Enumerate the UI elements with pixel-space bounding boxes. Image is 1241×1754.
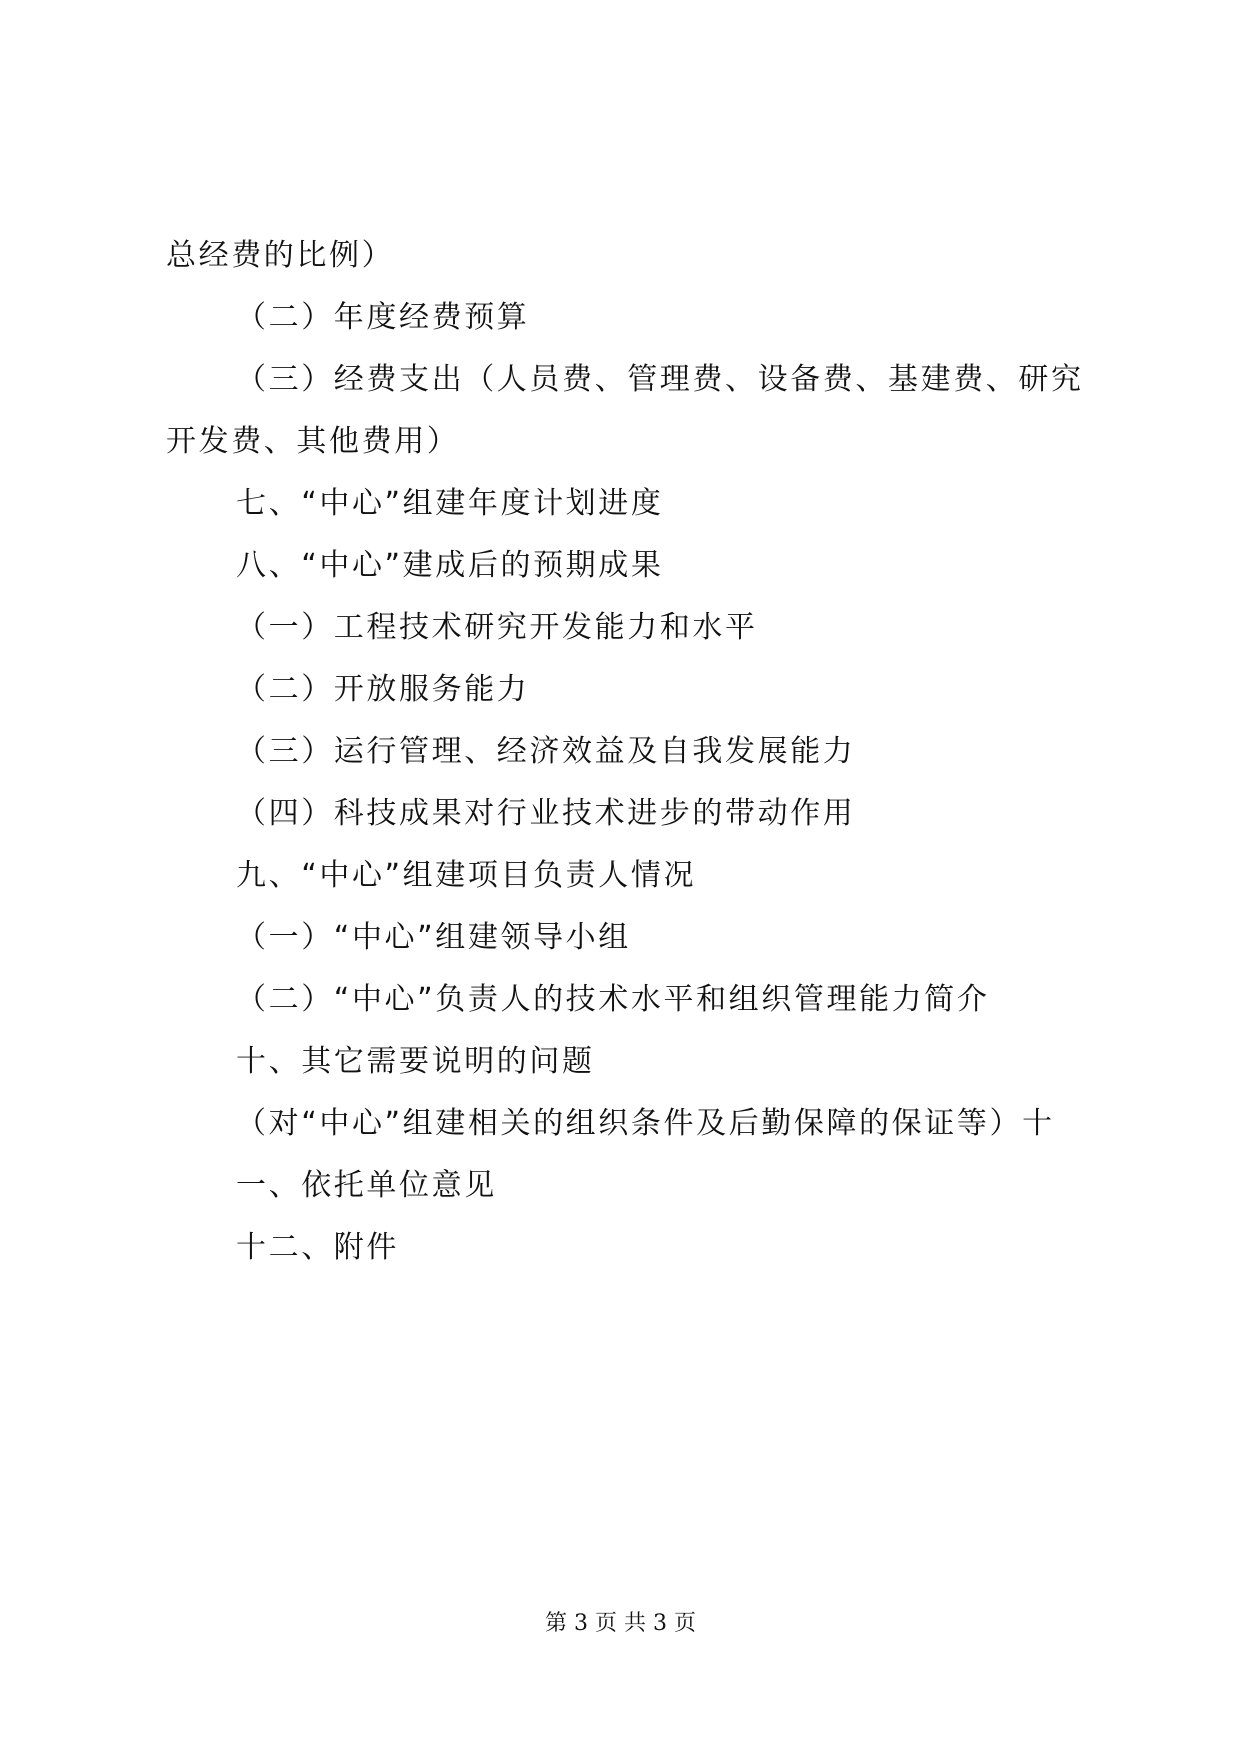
text-line: （四）科技成果对行业技术进步的带动作用 [236, 796, 856, 831]
text-line: 八、“中心”建成后的预期成果 [236, 548, 664, 583]
text-line: （一）工程技术研究开发能力和水平 [236, 610, 758, 645]
text-line: 九、“中心”组建项目负责人情况 [236, 858, 697, 893]
text-line: （二）开放服务能力 [236, 672, 530, 707]
text-line: （三）经费支出（人员费、管理费、设备费、基建费、研究 [236, 362, 1084, 397]
text-line: （一）“中心”组建领导小组 [236, 920, 631, 955]
text-line: （二）年度经费预算 [236, 300, 530, 335]
text-line: （三）运行管理、经济效益及自我发展能力 [236, 734, 856, 769]
text-line: 七、“中心”组建年度计划进度 [236, 486, 664, 521]
text-line: 总经费的比例） [166, 238, 395, 273]
text-line: 一、依托单位意见 [236, 1168, 497, 1203]
text-line: （对“中心”组建相关的组织条件及后勤保障的保证等）十 [236, 1106, 1055, 1141]
text-line: 十二、附件 [236, 1230, 399, 1265]
text-line: 开发费、其他费用） [166, 424, 460, 459]
page-footer: 第 3 页 共 3 页 [545, 1611, 696, 1636]
text-line: （二）“中心”负责人的技术水平和组织管理能力简介 [236, 982, 990, 1017]
text-line: 十、其它需要说明的问题 [236, 1044, 595, 1079]
